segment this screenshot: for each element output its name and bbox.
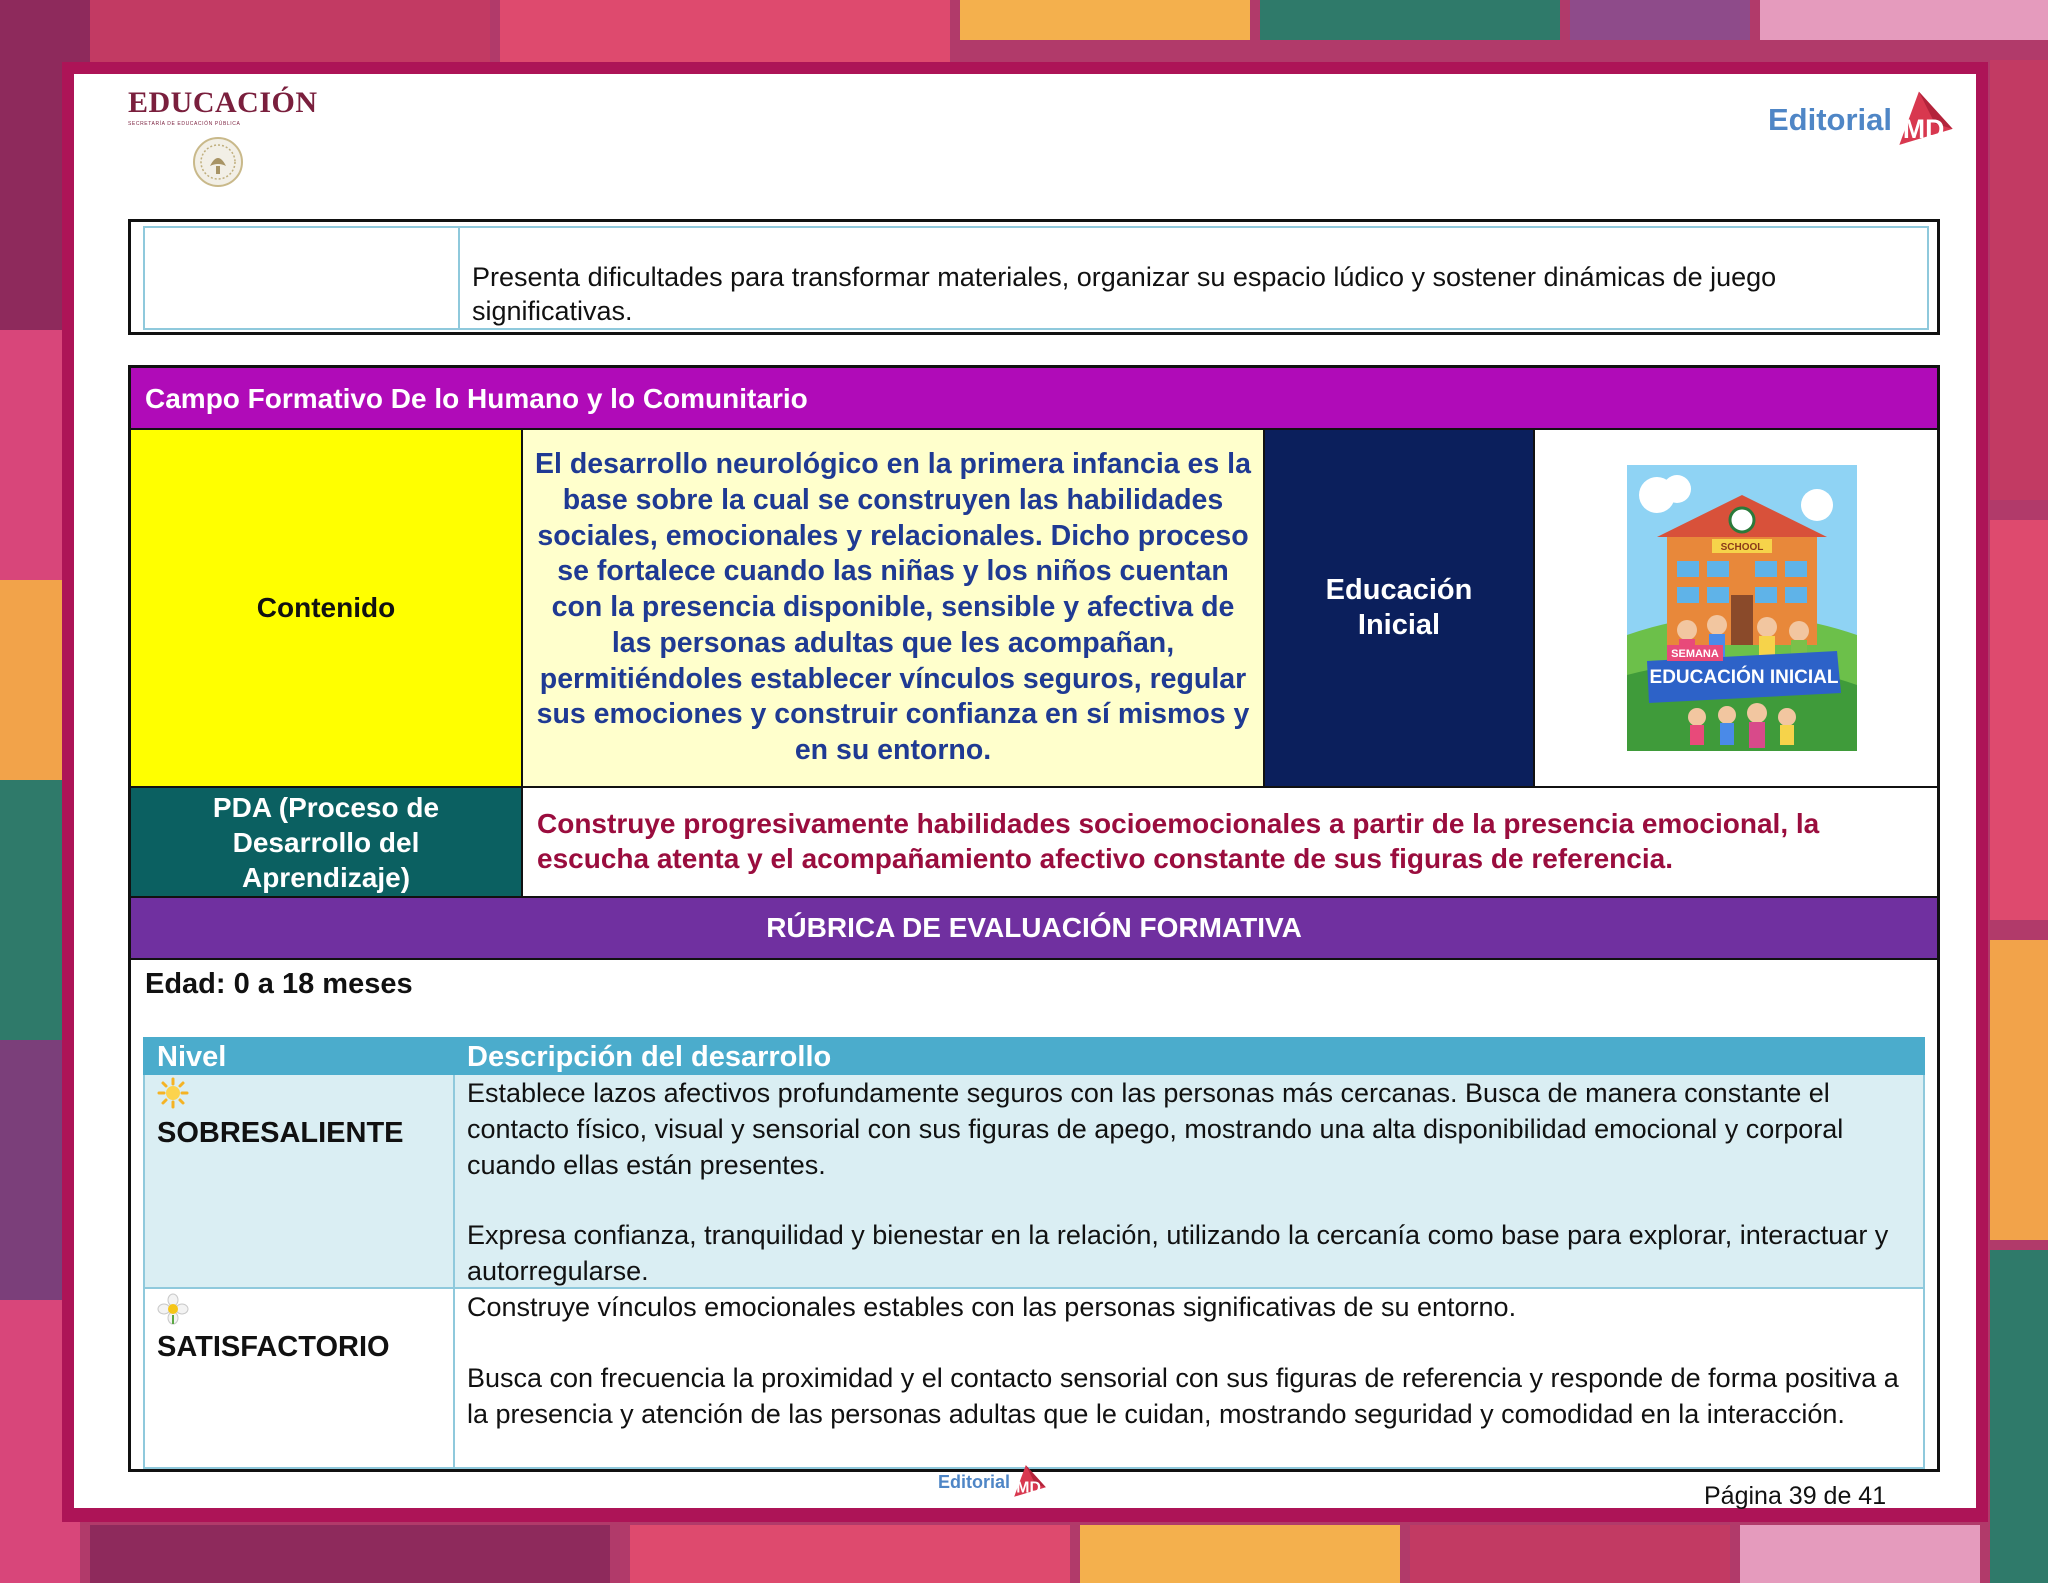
contenido-label: Contenido	[131, 430, 523, 788]
rubrica-title: RÚBRICA DE EVALUACIÓN FORMATIVA	[766, 912, 1302, 943]
footer-editorial-word: Editorial	[938, 1471, 1011, 1492]
nivel-educativo-label	[1265, 430, 1535, 788]
top-table	[128, 219, 1940, 335]
desc-satisfactorio-p2: Busca con frecuencia la proximidad y el contacto sensorial con sus figuras de referencia y responde de forma positiva a la presencia y atención de las personas adultas que le cuidan, mostrando seguridad y comodidad en la interacción.	[467, 1363, 1899, 1429]
campo-title: Campo Formativo De lo Humano y lo Comunitario	[145, 383, 808, 414]
contenido-text	[523, 430, 1265, 788]
sun-icon	[157, 1077, 189, 1109]
top-table-divider	[458, 226, 460, 330]
rubrica-title-bar	[131, 898, 1937, 960]
nivel-satisfactorio: SATISFACTORIO	[157, 1331, 390, 1363]
flower-icon	[157, 1293, 189, 1325]
page-number: Página 39 de 41	[1704, 1482, 1887, 1510]
sep-title: EDUCACIÓN	[128, 86, 318, 119]
editorial-md-text: MD	[1902, 113, 1945, 144]
nivel-educativo-text: Educación Inicial	[1325, 574, 1473, 641]
edad-label: Edad: 0 a 18 meses	[145, 968, 413, 1000]
rubric-row-divider	[453, 1289, 455, 1467]
pda-label	[131, 788, 523, 898]
pda-paragraph: Construye progresivamente habilidades socioemocionales a partir de la presencia emocional, la escucha atenta y el acompañamiento afectivo constante de sus figuras de referencia.	[537, 808, 1820, 874]
col-desc-header: Descripción del desarrollo	[467, 1041, 832, 1073]
sep-subtitle: SECRETARÍA DE EDUCACIÓN PÚBLICA	[128, 121, 241, 127]
desc-satisfactorio-p1: Construye vínculos emocionales estables con las personas significativas de su entorno.	[467, 1292, 1517, 1322]
campo-title-bar	[131, 368, 1937, 430]
nivel-sobresaliente: SOBRESALIENTE	[157, 1117, 404, 1149]
footer-editorial-md-mark-icon	[1011, 1463, 1049, 1501]
footer-editorial-logo	[938, 1462, 1068, 1502]
editorial-word: Editorial	[1768, 102, 1893, 137]
poster-school-sign: SCHOOL	[1720, 542, 1764, 553]
contenido-paragraph: El desarrollo neurológico en la primera infancia es la base sobre la cual se construyen las habilidades sociales, emocionales y relacionales. Dicho proceso se fortalece cuando las niñas y los niños cuentan con la presencia disponible, sensible y afectiva de las personas adultas que les acompañan, permitiéndoles establecer vínculos seguros, regular sus emociones y construir confianza en sí mismos y en su entorno.	[535, 447, 1251, 767]
desc-sobresaliente-p1: Establece lazos afectivos profundamente seguros con las personas más cercanas. Busca de manera constante el contacto físico, visual y sensorial con sus figuras de apego, mostrando una alta disponibilidad emocional y corporal cuando ellas están presentes.	[467, 1078, 1844, 1180]
pda-label-text: PDA (Proceso de Desarrollo del Aprendizaje)	[212, 791, 440, 893]
poster-semana-text: SEMANA	[1671, 648, 1719, 660]
rubric-row-sobresaliente	[143, 1075, 1925, 1289]
rubric-table	[143, 1037, 1925, 1469]
rubric-row-satisfactorio	[143, 1289, 1925, 1469]
editorial-logo	[1768, 84, 1958, 156]
poster-banner-text: EDUCACIÓN INICIAL	[1649, 667, 1839, 688]
footer-editorial-md-text: MD	[1016, 1479, 1041, 1497]
coat-of-arms-icon	[192, 136, 244, 188]
top-table-text: Presenta dificultades para transformar materiales, organizar su espacio lúdico y sostener dinámicas de juego significativas.	[472, 262, 1777, 326]
poster-cell	[1535, 430, 1937, 788]
rubric-table-header	[143, 1037, 1925, 1075]
desc-sobresaliente-p2: Expresa confianza, tranquilidad y bienestar en la relación, utilizando la cercanía como base para explorar, interactuar y autorregularse.	[467, 1220, 1889, 1286]
pda-text	[523, 788, 1937, 898]
sep-logo	[128, 86, 328, 127]
rubric-row-divider	[453, 1075, 455, 1287]
campo-formativo-table	[128, 365, 1940, 1472]
col-nivel-header: Nivel	[157, 1041, 227, 1073]
educacion-inicial-poster-image	[1627, 465, 1857, 751]
editorial-md-mark-icon	[1894, 84, 1958, 156]
